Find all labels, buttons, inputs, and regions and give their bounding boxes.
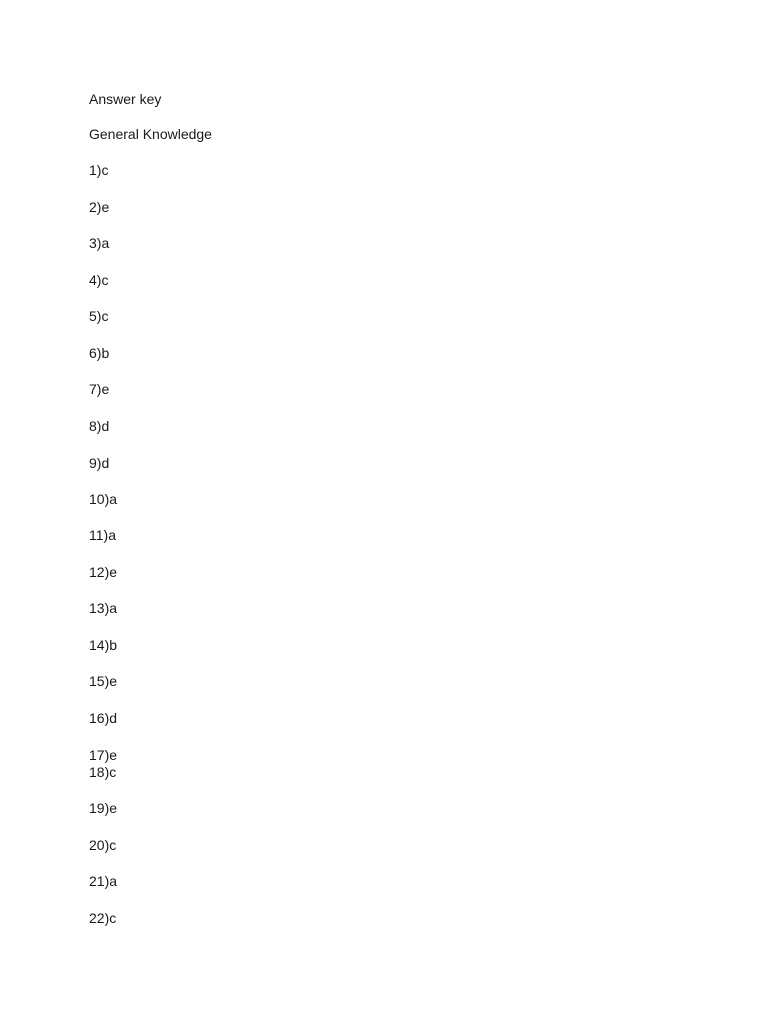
answer-item: 6)b xyxy=(89,345,110,361)
answer-item: 8)d xyxy=(89,418,110,434)
answer-item: 2)e xyxy=(89,199,110,215)
answer-item: 18)c xyxy=(89,764,117,780)
answer-item: 5)c xyxy=(89,308,109,324)
answer-item: 16)d xyxy=(89,710,118,726)
answer-item: 15)e xyxy=(89,673,118,689)
section-heading: General Knowledge xyxy=(89,126,212,142)
answer-item: 17)e xyxy=(89,747,118,763)
document-title: Answer key xyxy=(89,91,162,107)
answer-item: 14)b xyxy=(89,637,118,653)
answer-item: 1)c xyxy=(89,162,109,178)
answer-item: 13)a xyxy=(89,600,118,616)
answer-item: 11)a xyxy=(89,527,116,543)
answer-item: 3)a xyxy=(89,235,110,251)
answer-item: 21)a xyxy=(89,873,118,889)
answer-item: 12)e xyxy=(89,564,118,580)
answer-item: 10)a xyxy=(89,491,118,507)
answer-item: 7)e xyxy=(89,381,110,397)
answer-item: 9)d xyxy=(89,455,110,471)
answer-item: 19)e xyxy=(89,800,118,816)
answer-item: 4)c xyxy=(89,272,109,288)
answer-item: 20)c xyxy=(89,837,117,853)
answer-item: 22)c xyxy=(89,910,117,926)
